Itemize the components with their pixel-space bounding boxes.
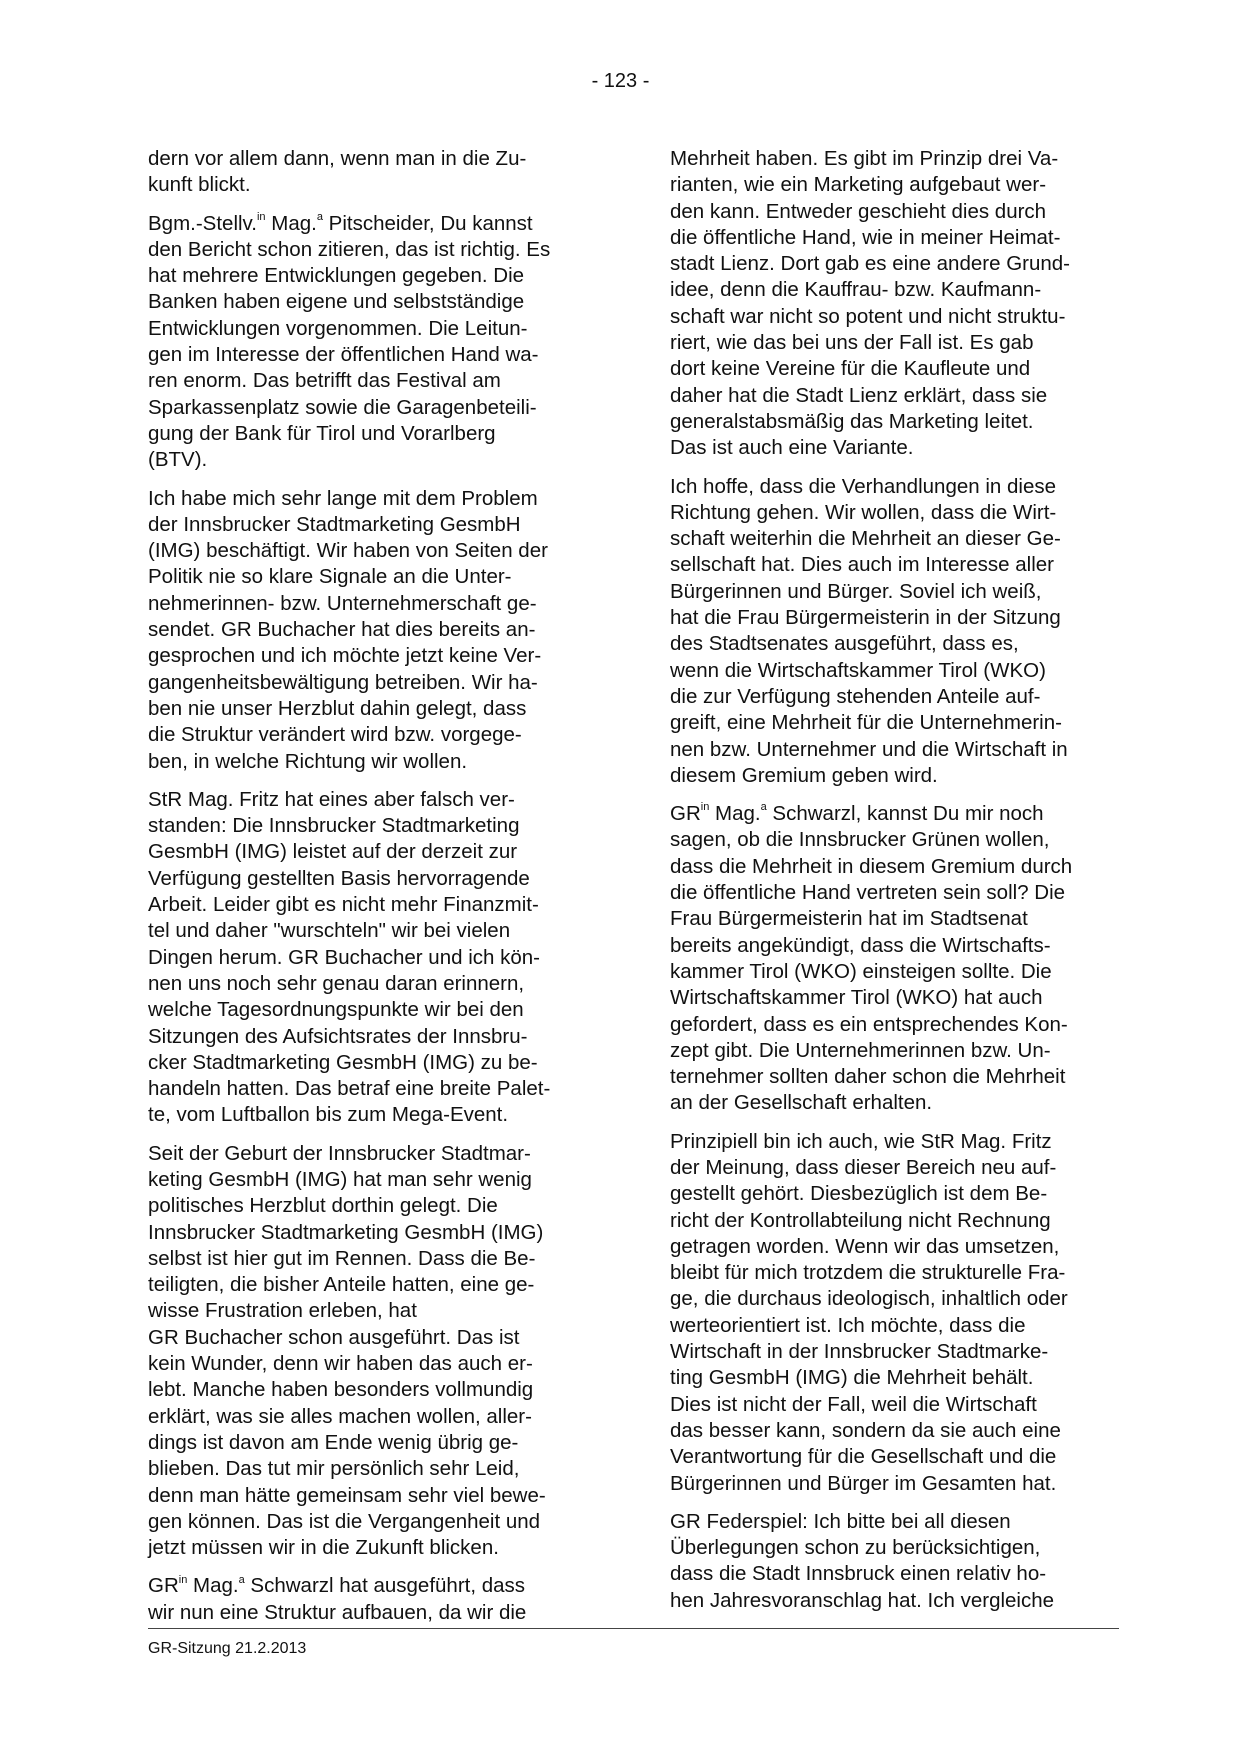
speaker-title: Mag. xyxy=(265,211,317,235)
paragraph-text: Schwarzl hat ausgeführt, dass wir nun eine Struktur aufbauen, da wir die xyxy=(148,1574,527,1624)
paragraph-text: Pitscheider, Du kannst den Bericht schon zitieren, das ist richtig. Es hat mehrere Entwicklungen gegeben. Die Banken haben eigene und selbstständige Entwicklungen vorgenommen. Die Leitun- gen im Interesse der öffentlichen Hand wa- ren enorm. Das betrifft das Festival am Sparkassenplatz sowie die Garagenbeteili- gung der Bank für Tirol und Vorarlberg (BTV). xyxy=(148,211,551,472)
speaker-title: Mag. xyxy=(709,802,761,826)
paragraph: Seit der Geburt der Innsbrucker Stadtmar- keting GesmbH (IMG) hat man sehr wenig politisches Herzblut dorthin gelegt. Die Innsbrucker Stadtmarketing GesmbH (IMG) selbst ist hier gut im Rennen. Dass die Be- teiligten, die bisher Anteile hatten, eine ge- wisse Frustration erleben, hat GR Buchacher schon ausgeführt. Das ist kein Wunder, denn wir haben das auch er- lebt. Manche haben besonders vollmundig erklärt, was sie alles machen wollen, aller- dings ist davon am Ende wenig übrig ge- blieben. Das tut mir persönlich sehr Leid, denn man hätte gemeinsam sehr viel bewe- gen können. Das ist die Vergangenheit und jetzt müssen wir in die Zukunft blicken. xyxy=(148,1141,546,1560)
paragraph: GR Federspiel: Ich bitte bei all diesen Überlegungen schon zu berücksichtigen, dass die Stadt Innsbruck einen relativ ho- hen Jahresvoranschlag hat. Ich vergleiche xyxy=(670,1509,1055,1612)
paragraph: Prinzipiell bin ich auch, wie StR Mag. Fritz der Meinung, dass dieser Bereich neu auf- gestellt gehört. Diesbezüglich ist dem Be- richt der Kontrollabteilung nicht Rechnung getragen worden. Wenn wir das umsetzen, bleibt für mich trotzdem die strukturelle Fra- ge, die durchaus ideologisch, inhaltlich oder werteorientiert ist. Ich möchte, dass die Wirtschaft in der Innsbrucker Stadtmarke- ting GesmbH (IMG) die Mehrheit behält. Dies ist nicht der Fall, weil die Wirtschaft das besser kann, sondern da sie auch eine Verantwortung für die Gesellschaft und die Bürgerinnen und Bürger im Gesamten hat. xyxy=(670,1129,1068,1495)
paragraph xyxy=(148,211,588,474)
superscript: a xyxy=(760,801,767,814)
paragraph: Ich habe mich sehr lange mit dem Problem der Innsbrucker Stadtmarketing GesmbH (IMG) beschäftigt. Wir haben von Seiten der Politik nie so klare Signale an die Unter- nehmerinnen- bzw. Unternehmerschaft ge- sendet. GR Buchacher hat dies bereits an- gesprochen und ich möchte jetzt keine Ver- gangenheitsbewältigung betreiben. Wir ha- ben nie unser Herzblut dahin gelegt, dass die Struktur verändert wird bzw. vorgege- ben, in welche Richtung wir wollen. xyxy=(148,486,548,773)
superscript: in xyxy=(256,210,266,223)
superscript: a xyxy=(316,210,323,223)
paragraph xyxy=(670,801,1110,1117)
paragraph-text: Schwarzl, kannst Du mir noch sagen, ob die Innsbrucker Grünen wollen, dass die Mehrheit in diesem Gremium durch die öffentliche Hand vertreten sein soll? Die Frau Bürgermeisterin hat im Stadtsenat bereits angekündigt, dass die Wirtschafts- kammer Tirol (WKO) einsteigen sollte. Die Wirtschaftskammer Tirol (WKO) hat auch gefordert, dass es ein entsprechendes Kon- zept gibt. Die Unternehmerinnen bzw. Un- ternehmer sollten daher schon die Mehrheit an der Gesellschaft erhalten. xyxy=(670,802,1073,1115)
right-column xyxy=(670,146,1110,1626)
paragraph: Ich hoffe, dass die Verhandlungen in diese Richtung gehen. Wir wollen, dass die Wirt- schaft weiterhin die Mehrheit an dieser Ge- sellschaft hat. Dies auch im Interesse aller Bürgerinnen und Bürger. Soviel ich weiß, hat die Frau Bürgermeisterin in der Sitzung des Stadtsenates ausgeführt, dass es, wenn die Wirtschaftskammer Tirol (WKO) die zur Verfügung stehenden Anteile auf- greift, eine Mehrheit für die Unternehmerin- nen bzw. Unternehmer und die Wirtschaft in diesem Gremium geben wird. xyxy=(670,474,1068,787)
speaker-title: Bgm.-Stellv. xyxy=(148,211,257,235)
speaker-title: GR xyxy=(670,802,701,826)
paragraph: StR Mag. Fritz hat eines aber falsch ver- standen: Die Innsbrucker Stadtmarketing GesmbH (IMG) leistet auf der derzeit zur Verfügung gestellten Basis hervorragende Arbeit. Leider gibt es nicht mehr Finanzmit- tel und daher "wurschteln" wir bei vielen Dingen herum. GR Buchacher und ich kön- nen uns noch sehr genau daran erinnern, welche Tagesordnungspunkte wir bei den Sitzungen des Aufsichtsrates der Innsbru- cker Stadtmarketing GesmbH (IMG) zu be- handeln hatten. Das betraf eine breite Palet- te, vom Luftballon bis zum Mega-Event. xyxy=(148,787,551,1127)
left-column xyxy=(148,146,588,1638)
superscript: in xyxy=(700,801,710,814)
page-number: - 123 - xyxy=(591,70,650,92)
superscript: in xyxy=(178,1573,188,1586)
paragraph: dern vor allem dann, wenn man in die Zu- kunft blickt. xyxy=(148,147,527,197)
paragraph xyxy=(148,1573,588,1626)
paragraph: Mehrheit haben. Es gibt im Prinzip drei Va- rianten, wie ein Marketing aufgebaut wer- den kann. Entweder geschieht dies durch die öffentliche Hand, wie in meiner Heimat- stadt Lienz. Dort gab es eine andere Grund- idee, denn die Kauffrau- bzw. Kaufmann- schaft war nicht so potent und nicht struktu- riert, wie das bei uns der Fall ist. Es gab dort keine Vereine für die Kaufleute und daher hat die Stadt Lienz erklärt, dass sie generalstabsmäßig das Marketing leitet. Das ist auch eine Variante. xyxy=(670,147,1070,460)
footer-divider xyxy=(148,1628,1119,1629)
superscript: a xyxy=(238,1573,245,1586)
speaker-title: Mag. xyxy=(187,1574,239,1598)
speaker-title: GR xyxy=(148,1574,179,1598)
footer-session-label: GR-Sitzung 21.2.2013 xyxy=(148,1640,307,1657)
